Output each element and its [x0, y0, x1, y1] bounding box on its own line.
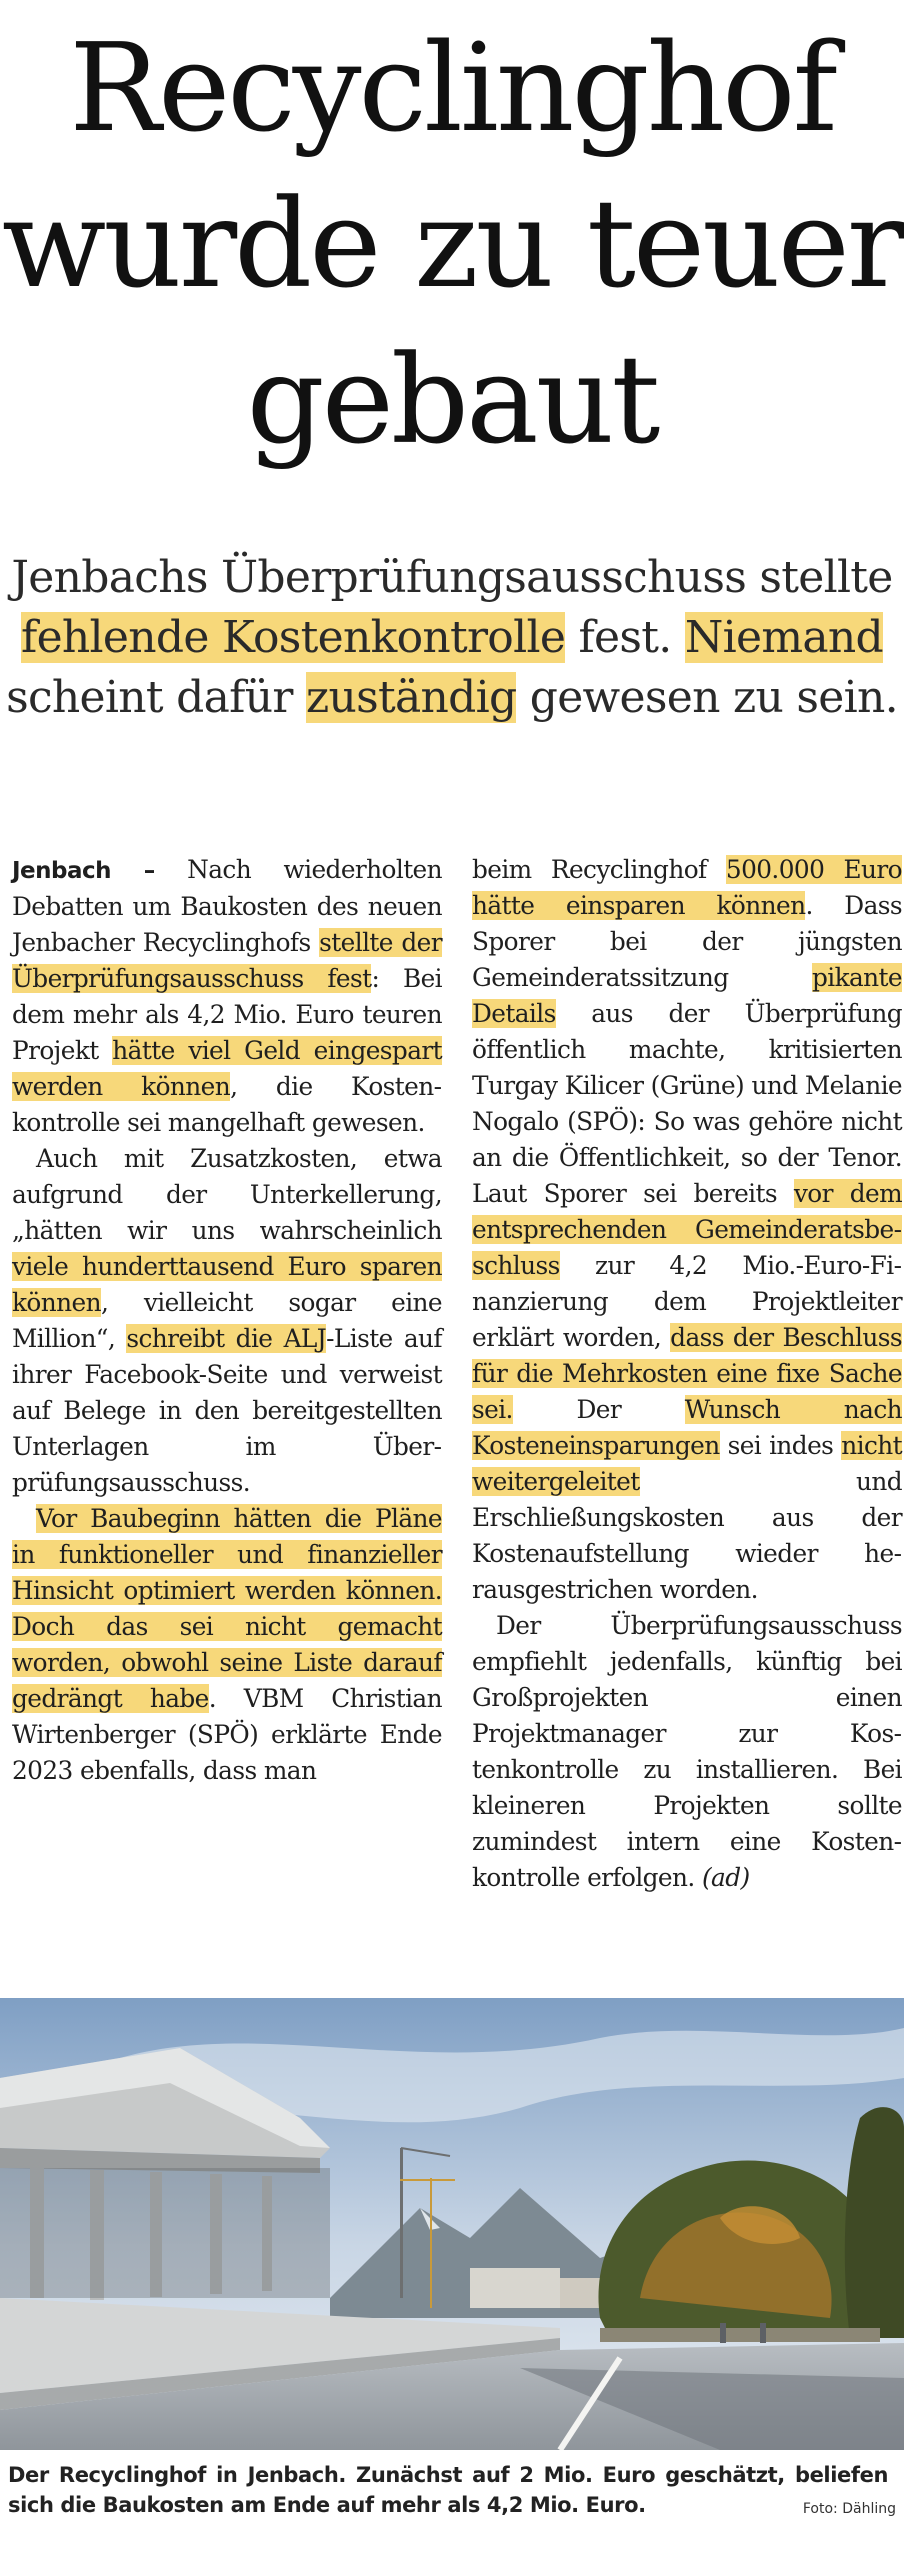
- highlighted-phrase: viele hunderttausend Euro sparen können: [12, 1252, 442, 1317]
- body-text: zur 4,2 Mio.-Euro-Finanzierung dem Projektleiter erklärt worden,: [472, 1251, 902, 1352]
- author-signature: (ad): [701, 1863, 750, 1892]
- body-text: . Dass Sporer bei der jüngsten Gemeinderatssitzung: [472, 891, 902, 992]
- highlighted-phrase: stellte der Überprüfungsausschuss fest: [12, 928, 442, 993]
- body-text: und Erschließungskosten aus der Kostenaufstellung wieder herausgestrichen worden.: [472, 1467, 902, 1604]
- article-column-left: [12, 852, 442, 1789]
- highlighted-phrase: hätte viel Geld eingespart werden können: [12, 1036, 443, 1101]
- highlighted-phrase: vor dem entsprechenden Gemeinderatsbeschluss: [472, 1179, 902, 1280]
- headline: Recyclinghof wurde zu teuer gebaut: [1, 17, 903, 471]
- body-paragraph: [12, 1501, 442, 1789]
- subhead-text: scheint dafür: [6, 672, 306, 723]
- highlighted-phrase: dass der Beschluss für die Mehrkosten eine fixe Sache sei.: [472, 1323, 902, 1424]
- subhead-text: Jenbachs Überprüfungsausschuss stellte: [11, 552, 893, 603]
- highlighted-phrase: pikante Details: [472, 963, 902, 1028]
- highlighted-phrase: schreibt die ALJ: [126, 1324, 327, 1353]
- highlighted-phrase: Vor Baubeginn hätten die Pläne in funktioneller und finanzieller Hinsicht optimiert werden können. Doch das sei nicht gemacht worden, obwohl seine Liste darauf gedrängt habe: [12, 1504, 442, 1713]
- body-text: -Liste auf ihrer Facebook-Seite und verweist auf Belege in den bereitgestellten Unterlagen im Überprüfungsausschuss.: [12, 1324, 442, 1497]
- photo-credit: Foto: Dähling: [802, 2501, 896, 2517]
- body-text: , die Kostenkontrolle sei mangelhaft gewesen.: [12, 1072, 442, 1137]
- subhead-text: gewesen zu sein.: [516, 672, 898, 723]
- highlighted-phrase: Wunsch nach Kosteneinsparungen: [472, 1395, 902, 1460]
- body-paragraph: [472, 1608, 902, 1896]
- subhead-highlight: zuständig: [305, 672, 517, 723]
- highlighted-phrase: 500.000 Euro hätte einsparen können: [472, 855, 902, 920]
- subhead-highlight: Niemand: [684, 612, 884, 663]
- body-paragraph: [472, 852, 902, 1608]
- recycling-center-photo: [0, 1998, 904, 2450]
- subhead-text: fest.: [565, 612, 685, 663]
- subheadline: [0, 548, 904, 728]
- body-text: aus der Überprüfung öffentlich machte, kritisierten Turgay Kilicer (Grüne) und Melanie Nogalo (SPÖ): So was gehöre nicht an die Öffentlichkeit, so der Tenor. Laut Sporer sei bereits: [472, 999, 902, 1208]
- body-text: Der: [512, 1395, 685, 1424]
- highlighted-phrase: nicht weitergeleitet: [472, 1431, 902, 1496]
- body-text: beim Recyclinghof: [472, 855, 726, 884]
- body-paragraph: [12, 852, 442, 1141]
- body-text: sei indes: [719, 1431, 842, 1460]
- body-text: : Bei dem mehr als 4,2 Mio. Euro teuren Projekt: [12, 964, 442, 1065]
- subhead-highlight: fehlende Kostenkontrolle: [20, 612, 566, 663]
- body-text: Der Überprüfungsausschuss empfiehlt jedenfalls, künftig bei Großprojekten einen Projektmanager zur Kostenkontrolle zu installieren. Bei kleineren Projekten sollte zumindest intern eine Kostenkontrolle erfolgen.: [472, 1611, 902, 1892]
- dateline: Jenbach –: [12, 858, 155, 884]
- article-column-right: [472, 852, 902, 1896]
- body-text: Auch mit Zusatzkosten, etwa aufgrund der Unterkellerung, „hätten wir uns wahrscheinlich: [12, 1144, 442, 1245]
- body-text: . VBM Christian Wirtenberger (SPÖ) erklärte Ende 2023 ebenfalls, dass man: [12, 1684, 442, 1785]
- body-paragraph: [12, 1141, 442, 1501]
- body-text: , vielleicht sogar eine Million“,: [12, 1288, 442, 1353]
- body-text: Nach wiederholten Debatten um Baukosten des neuen Jenbacher Recyclinghofs: [12, 855, 443, 957]
- photo-caption: Der Recyclinghof in Jenbach. Zunächst auf 2 Mio. Euro geschätzt, beliefen sich die Baukosten am Ende auf mehr als 4,2 Mio. Euro.: [8, 2463, 888, 2517]
